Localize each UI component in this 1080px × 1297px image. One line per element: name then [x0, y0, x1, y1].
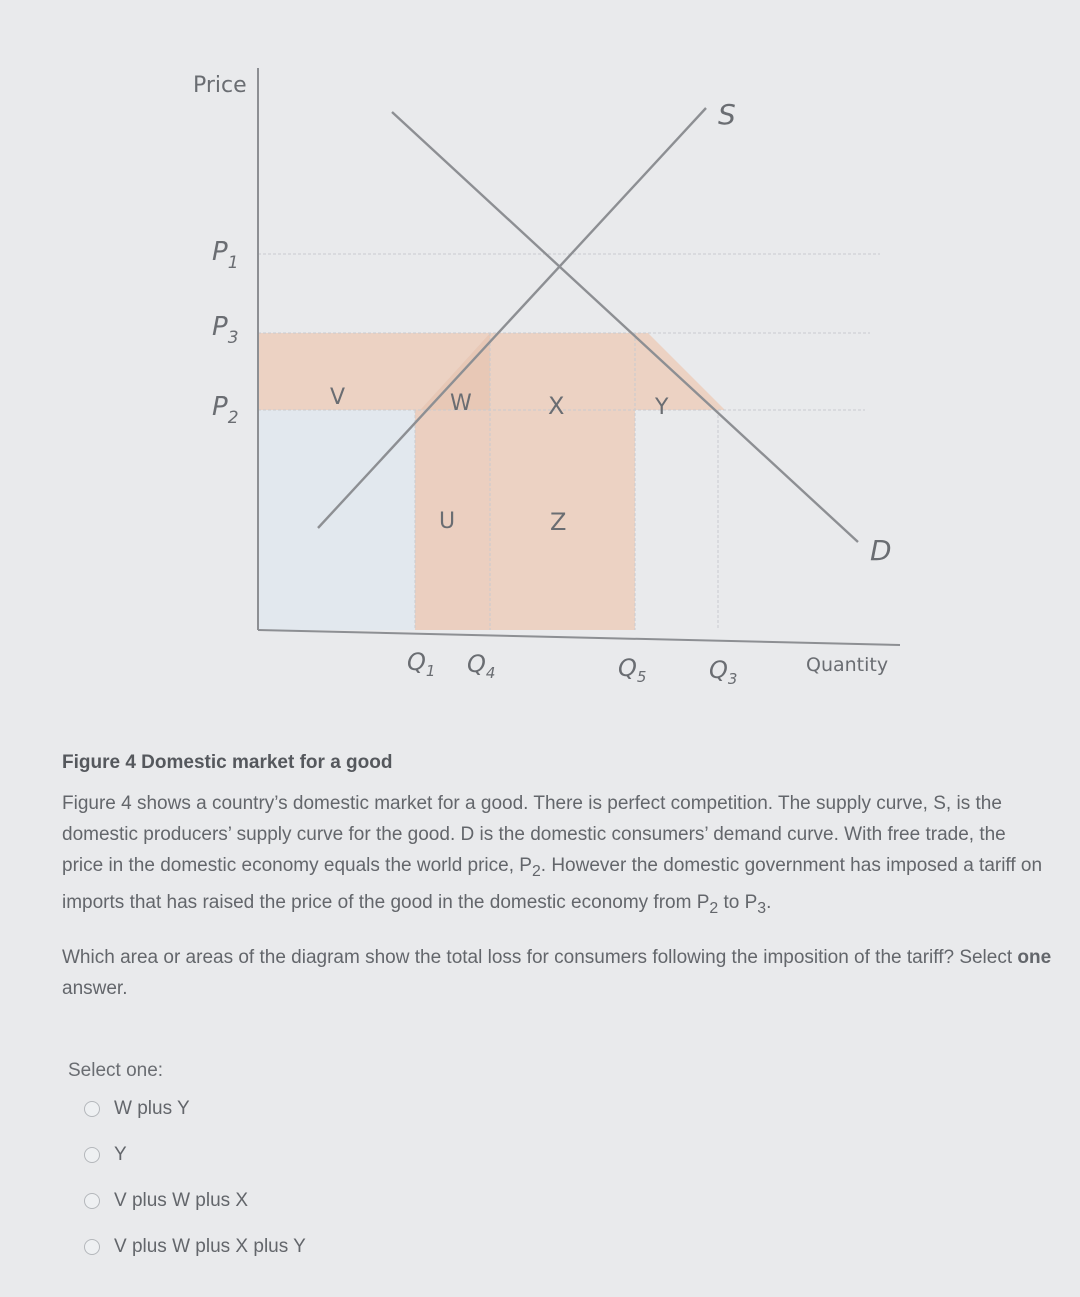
- area-x-label: X: [548, 392, 565, 420]
- area-y-label: Y: [655, 395, 669, 420]
- p2-label: $P_2$: [212, 392, 239, 428]
- option-y[interactable]: [84, 1144, 127, 1166]
- option-v-plus-w-plus-x-plus-y[interactable]: [84, 1236, 306, 1258]
- option-label: V plus W plus X: [114, 1190, 249, 1211]
- area-w-label: W: [450, 391, 472, 416]
- radio-button[interactable]: [84, 1193, 100, 1209]
- area-y: [635, 333, 725, 410]
- p1-label: $P_1$: [212, 237, 239, 273]
- demand-label: D: [870, 534, 892, 567]
- q1-label: $Q_1$: [407, 648, 436, 680]
- area-z-label: Z: [550, 508, 567, 536]
- option-w-plus-y[interactable]: [84, 1098, 190, 1120]
- q3-label: $Q_3$: [709, 656, 738, 688]
- supply-label: S: [718, 98, 736, 131]
- question-prompt: Which area or areas of the diagram show the total loss for consumers following the imposition of the tariff? Select one answer.: [62, 946, 1052, 999]
- area-light: [258, 410, 415, 630]
- option-label: Y: [114, 1144, 127, 1165]
- radio-button[interactable]: [84, 1147, 100, 1163]
- q4-label: $Q_4$: [467, 650, 496, 682]
- p3-label: $P_3$: [212, 312, 239, 348]
- radio-button[interactable]: [84, 1239, 100, 1255]
- y-axis-label: Price: [193, 73, 247, 98]
- figure-caption: Figure 4 Domestic market for a good: [62, 752, 393, 773]
- area-u-label: U: [439, 509, 456, 534]
- q5-label: $Q_5$: [618, 654, 647, 686]
- option-v-plus-w-plus-x[interactable]: [84, 1190, 248, 1212]
- x-axis-label: Quantity: [806, 654, 889, 676]
- option-label: W plus Y: [114, 1098, 190, 1119]
- x-axis: [258, 630, 900, 645]
- radio-button[interactable]: [84, 1101, 100, 1117]
- select-one-label: Select one:: [68, 1060, 164, 1081]
- area-v-label: V: [330, 385, 346, 410]
- option-label: V plus W plus X plus Y: [114, 1236, 306, 1257]
- figure-description: Figure 4 shows a country’s domestic market for a good. There is perfect competition. The supply curve, S, is the domestic producers’ supply curve for the good. D is the domestic consumers’ demand curve. With free trade, the price in the domestic economy equals the world price, $P_2$. However the domestic government has imposed a tariff on imports that has raised the price of the good in the domestic economy from $P_2$ to $P_3$.: [62, 793, 1043, 917]
- question-text-block: [62, 752, 1052, 1016]
